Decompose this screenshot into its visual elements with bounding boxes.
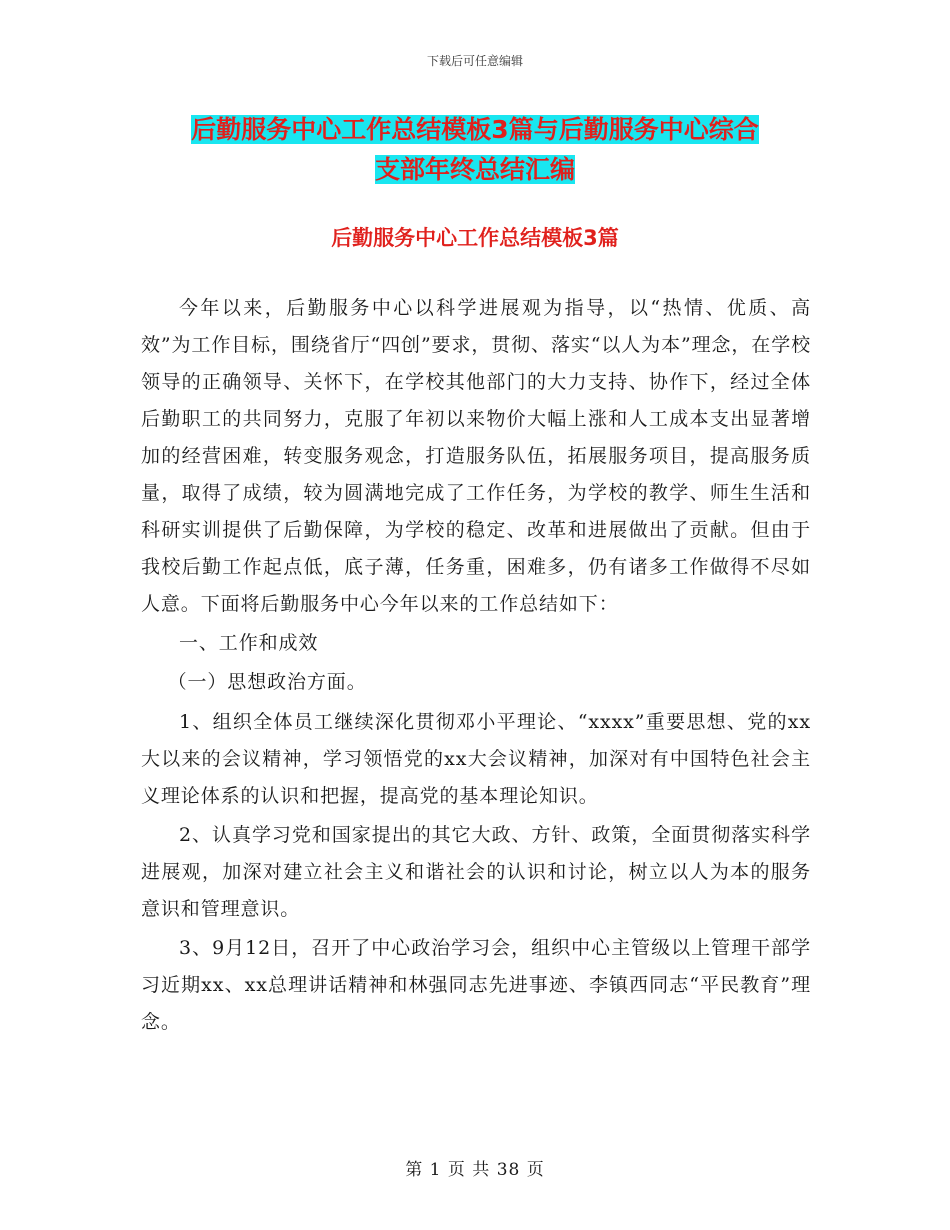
paragraph-intro: 今年以来，后勤服务中心以科学进展观为指导，以“热情、优质、高效”为工作目标，围绕省厅“四创”要求，贯彻、落实“以人为本”理念，在学校领导的正确领导、关怀下，在学校其他部门的大力支持、协作下，经过全体后勤职工的共同努力，克服了年初以来物价大幅上涨和人工成本支出显著增加的经营困难，转变服务观念，打造服务队伍，拓展服务项目，提高服务质量，取得了成绩，较为圆满地完成了工作任务，为学校的教学、师生生活和科研实训提供了后勤保障，为学校的稳定、改革和进展做出了贡献。但由于我校后勤工作起点低，底子薄，任务重，困难多，仍有诸多工作做得不尽如人意。下面将后勤服务中心今年以来的工作总结如下： — [141, 297, 811, 615]
section-title: 后勤服务中心工作总结模板3篇 — [331, 226, 619, 250]
document-main-title — [145, 110, 805, 190]
subheading-ideology-politics: （一）思想政治方面。 — [167, 671, 367, 694]
header-note: 下载后可任意编辑 — [426, 54, 523, 68]
page-number: 第 1 页 共 38 页 — [405, 1160, 545, 1180]
paragraph-item-3: 3、9月12日，召开了中心政治学习会，组织中心主管级以上管理干部学习近期xx、xx总理讲话精神和林强同志先进事迹、李镇西同志“平民教育”理念。 — [141, 936, 811, 1033]
main-title-line-2: 支部年终总结汇编 — [374, 155, 575, 184]
paragraph-item-1: 1、组织全体员工继续深化贯彻邓小平理论、“xxxx”重要思想、党的xx大以来的会议精神，学习领悟党的xx大会议精神，加深对有中国特色社会主义理论体系的认识和把握，提高党的基本理论知识。 — [141, 710, 811, 807]
paragraph-item-2: 2、认真学习党和国家提出的其它大政、方针、政策，全面贯彻落实科学进展观，加深对建立社会主义和谐社会的认识和讨论，树立以人为本的服务意识和管理意识。 — [141, 823, 811, 920]
main-title-line-1: 后勤服务中心工作总结模板3篇与后勤服务中心综合 — [191, 115, 759, 144]
document-body — [141, 290, 811, 1043]
heading-work-and-results: 一、工作和成效 — [179, 632, 319, 655]
